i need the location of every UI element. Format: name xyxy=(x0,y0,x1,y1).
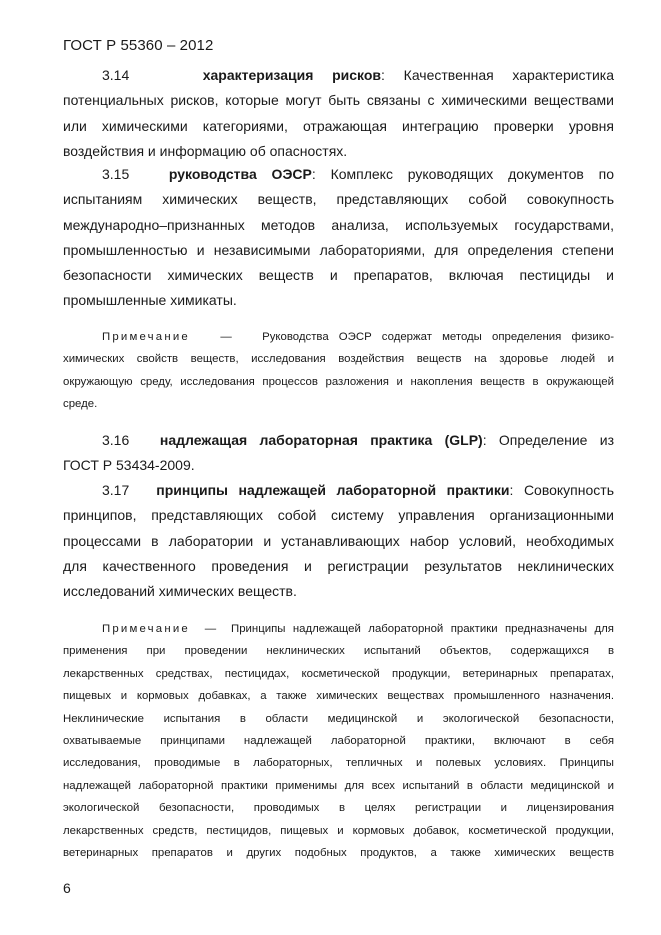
note-2: Примечание — Принципы надлежащей лабораторной практики предназначены для применения при проведении неклинических испытаний объектов, содержащихся в лекарственных средствах, пестицидах, косметической продукции, ветеринарных препаратах, пищевых и кормовых добавках, а также химических веществах промышленного назначения. Неклинические испытания в области медицинской и экологической безопасности, охватываемые принципами надлежащей лабораторной практики, включают в себя исследования, проводимые в лабораторных, тепличных и полевых условиях. Принципы надлежащей лабораторной практики применимы для всех испытаний в области медицинской и экологической безопасности, проводимых в целях регистрации и лицензирования лекарственных средств, пестицидов, пищевых и кормовых добавок, косметической продукции, ветеринарных препаратов и других подобных продуктов, а также химических веществ xyxy=(63,623,614,860)
note-label: Примечание xyxy=(102,331,190,343)
section-3-17: 3.17 принципы надлежащей лабораторной практики: Совокупность принципов, представляющих собой систему управления организационными процессами в лаборатории и устанавливающих набор условий, необходимых для качественного проведения и регистрации результатов неклинических исследований химических веществ. xyxy=(63,482,614,600)
section-number: 3.16 xyxy=(102,432,130,448)
section-number: 3.14 xyxy=(102,67,130,83)
term: руководства ОЭСР xyxy=(168,166,312,182)
section-3-14: 3.14 характеризация рисков: Качественная характеристика потенциальных рисков, которые могут быть связаны с химическими веществами или химическими категориями, отражающая интеграцию проверки уровня воздействия и информацию об опасностях. xyxy=(63,67,615,159)
document-header: ГОСТ Р 55360 – 2012 xyxy=(63,37,214,54)
term: принципы надлежащей лабораторной практики xyxy=(156,482,510,498)
page-number: 6 xyxy=(63,880,71,896)
section-3-15: 3.15 руководства ОЭСР: Комплекс руководящих документов по испытаниям химических веществ, представляющих собой совокупность международно–признанных методов анализа, используемых государствами, промышленностью и независимыми лабораториями, для определения степени безопасности химических веществ и препаратов, включая пестициды и промышленные химикаты. xyxy=(63,166,614,309)
note-label: Примечание xyxy=(102,623,190,635)
term: надлежащая лабораторная практика (GLP) xyxy=(159,432,483,448)
section-number: 3.15 xyxy=(102,166,130,182)
section-number: 3.17 xyxy=(102,482,130,498)
note-1: Примечание — Руководства ОЭСР содержат методы определения физико- химических свойств веществ, исследования воздействия веществ на здоровье людей и окружающую среду, исследования процессов разложения и накопления веществ в окружающей среде. xyxy=(63,331,615,411)
section-3-16: 3.16 надлежащая лабораторная практика (GLP): Определение из ГОСТ Р 53434-2009. xyxy=(63,432,615,474)
term: характеризация рисков xyxy=(202,67,382,83)
